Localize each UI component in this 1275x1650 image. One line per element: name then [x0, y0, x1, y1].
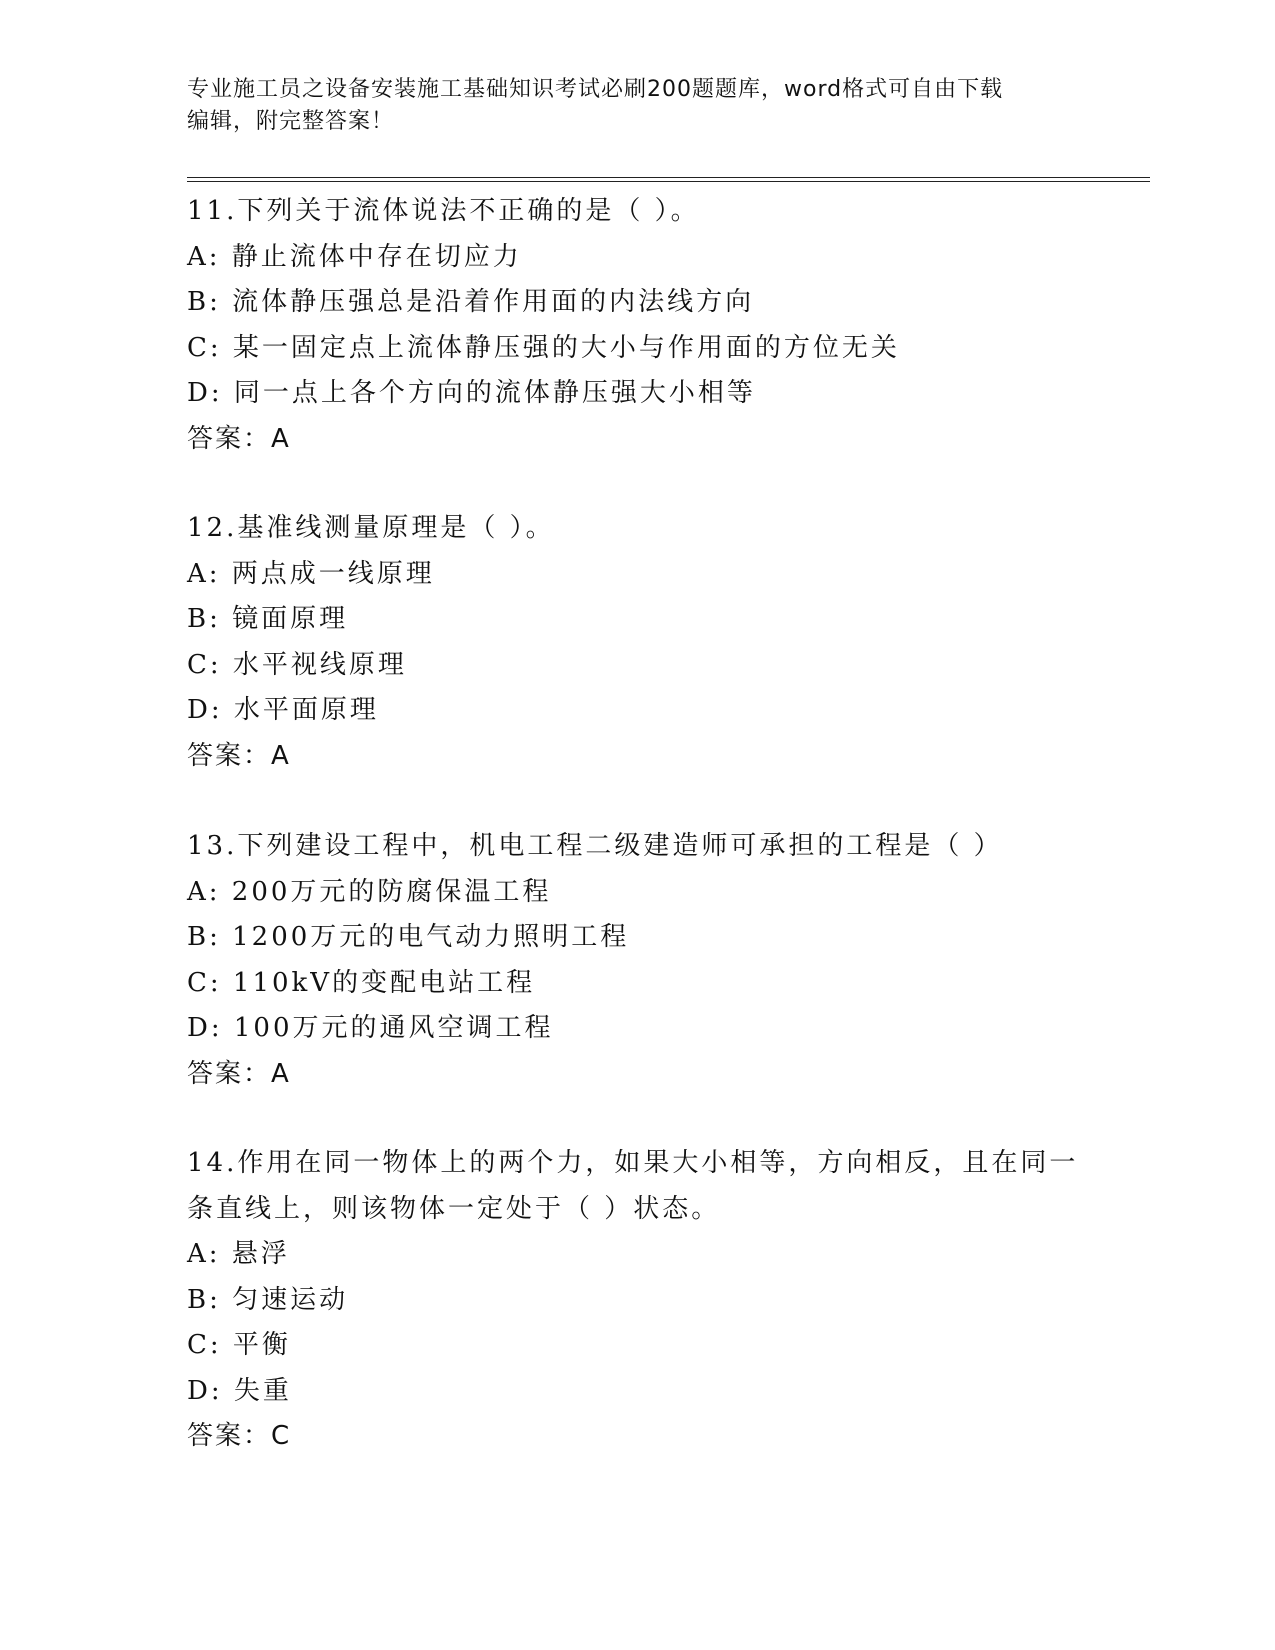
option-d: D: 水平面原理 [187, 695, 379, 725]
option-b: B: 1200万元的电气动力照明工程 [187, 922, 630, 952]
option-a: A: 200万元的防腐保温工程 [187, 876, 552, 907]
option-a: A: 静止流体中存在切应力 [187, 241, 522, 272]
question-14 [187, 1141, 1087, 1460]
question-stem: 13.下列建设工程中，机电工程二级建造师可承担的工程是（ ） [187, 831, 1003, 861]
question-12 [187, 506, 1087, 779]
option-c: C: 110kV的变配电站工程 [187, 967, 536, 998]
option-d: D: 100万元的通风空调工程 [187, 1013, 554, 1043]
option-c: C: 某一固定点上流体静压强的大小与作用面的方位无关 [187, 332, 900, 363]
document-header [187, 74, 1067, 138]
option-d: D: 失重 [187, 1375, 292, 1406]
option-b: B: 镜面原理 [187, 604, 349, 634]
answer: 答案：A [187, 423, 291, 454]
question-stem: 11.下列关于流体说法不正确的是（ ）。 [187, 196, 700, 226]
question-stem-line-2: 条直线上，则该物体一定处于（ ）状态。 [187, 1193, 721, 1224]
answer: 答案：A [187, 1058, 291, 1089]
header-divider-top [187, 177, 1150, 178]
option-b: B: 流体静压强总是沿着作用面的内法线方向 [187, 287, 755, 317]
option-d: D: 同一点上各个方向的流体静压强大小相等 [187, 378, 756, 408]
question-stem: 12.基准线测量原理是（ ）。 [187, 513, 555, 543]
option-a: A: 悬浮 [187, 1239, 290, 1269]
header-divider-bottom [187, 181, 1150, 182]
answer: 答案：A [187, 740, 291, 771]
option-a: A: 两点成一线原理 [187, 558, 435, 589]
option-c: C: 水平视线原理 [187, 649, 407, 680]
question-11 [187, 189, 1087, 462]
question-stem-line-1: 14.作用在同一物体上的两个力，如果大小相等，方向相反，且在同一 [187, 1148, 1079, 1178]
option-b: B: 匀速运动 [187, 1284, 349, 1315]
answer: 答案：C [187, 1421, 292, 1451]
header-line-2: 编辑，附完整答案！ [187, 109, 395, 134]
question-13 [187, 824, 1087, 1097]
header-line-1: 专业施工员之设备安装施工基础知识考试必刷200题题库，word格式可自由下载 [187, 77, 1004, 102]
option-c: C: 平衡 [187, 1330, 291, 1360]
